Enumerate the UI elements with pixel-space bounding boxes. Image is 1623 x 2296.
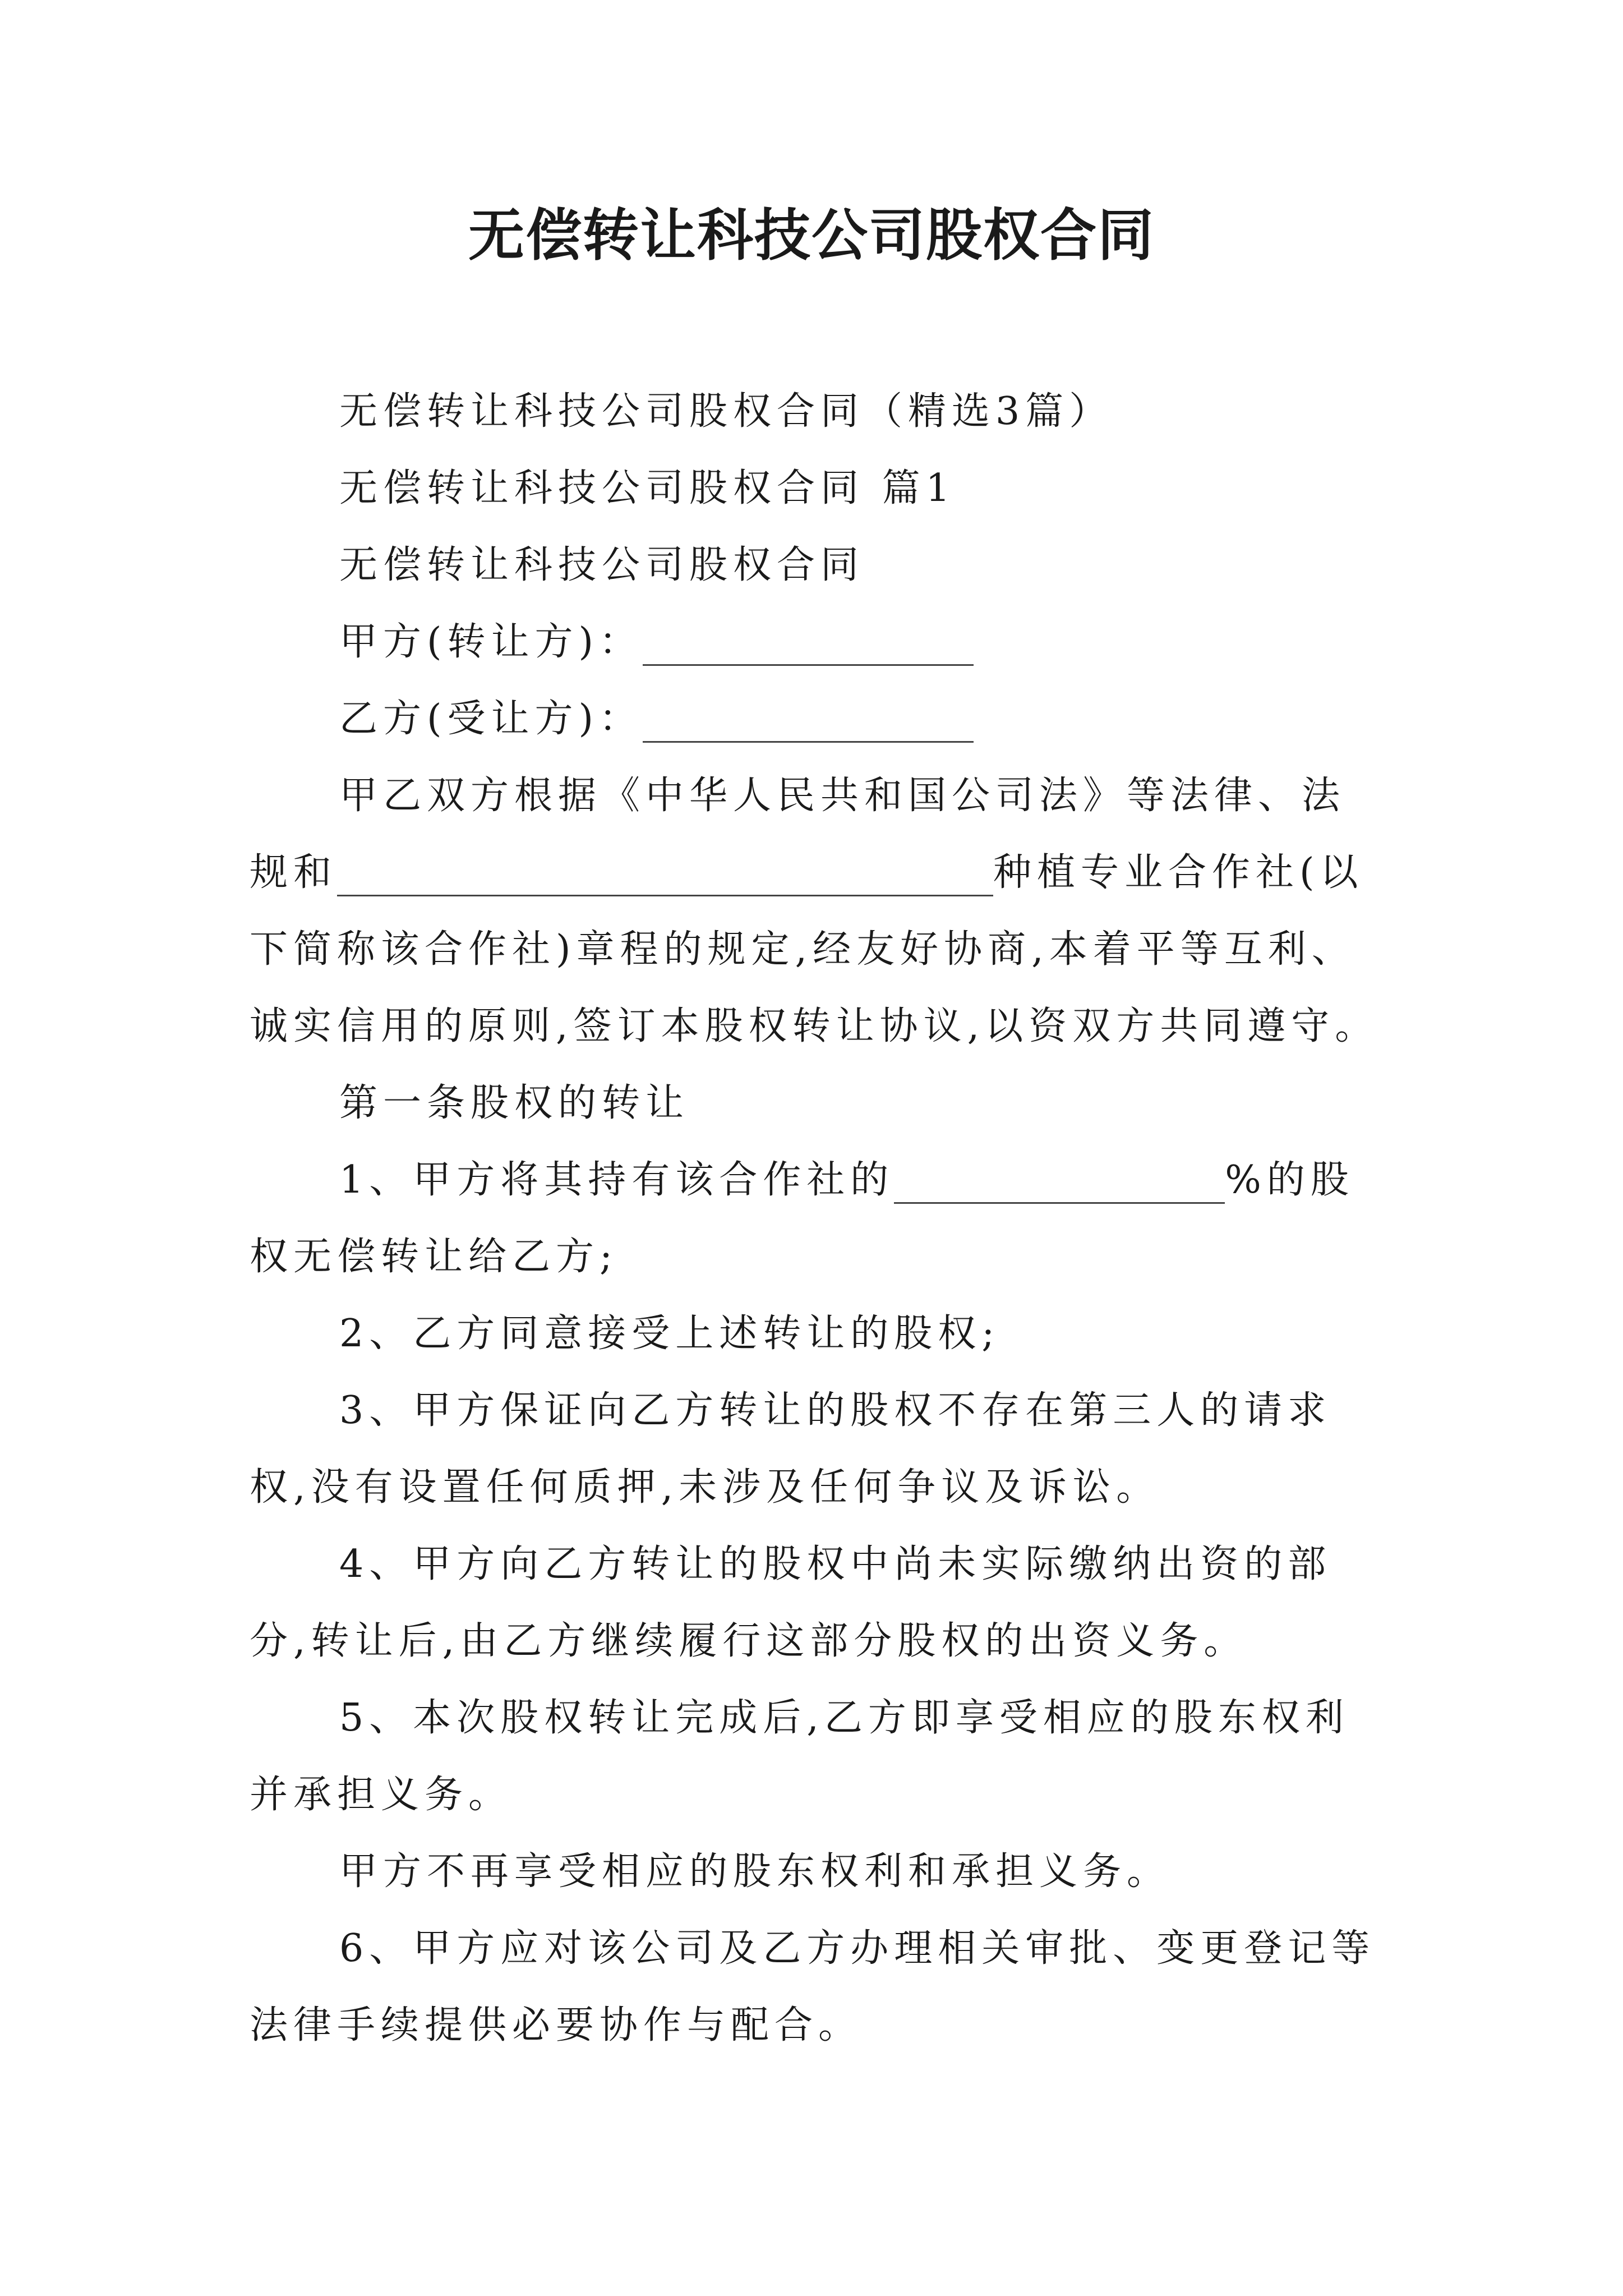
contract-heading: 无偿转让科技公司股权合同 <box>339 543 865 587</box>
party-b-line <box>250 680 1388 757</box>
party-a-blank <box>643 616 974 666</box>
clause-4: 4、甲方向乙方转让的股权中尚未实际缴纳出资的部分,转让后,由乙方继续履行这部分股权的出资义务。 <box>250 1542 1332 1663</box>
article1-heading: 第一条股权的转让 <box>339 1081 690 1125</box>
document-title: 无偿转让科技公司股权合同 <box>468 203 1155 268</box>
subtitle-line: 无偿转让科技公司股权合同（精选3篇） <box>339 389 1113 434</box>
party-a-line <box>250 604 1388 680</box>
intro-paragraph <box>250 757 1388 1065</box>
intro-before-blank: 甲乙双方根据《中华人民共和国公司法》等法律、法规和 <box>250 774 1346 895</box>
clause-1 <box>250 1142 1388 1295</box>
clause-5: 5、本次股权转让完成后,乙方即享受相应的股东权利并承担义务。 <box>250 1696 1349 1817</box>
party-b-label: 乙方(受让方)： <box>339 697 643 741</box>
share-percent-blank <box>894 1154 1225 1204</box>
part-line: 无偿转让科技公司股权合同 篇1 <box>339 466 956 510</box>
clause-1-after: %的股权无偿转让给乙方; <box>250 1158 1354 1279</box>
party-b-blank <box>643 693 974 743</box>
intro-after-blank: 种植专业合作社(以下简称该合作社)章程的规定,经友好协商,本着平等互利、诚实信用的原则,签订本股权转让协议,以资双方共同遵守。 <box>250 850 1379 1048</box>
clause-1-before: 1、甲方将其持有该合作社的 <box>339 1158 895 1202</box>
party-a-label: 甲方(转让方)： <box>339 620 643 664</box>
cooperative-name-blank <box>337 846 993 896</box>
clause-3: 3、甲方保证向乙方转让的股权不存在第三人的请求权,没有设置任何质押,未涉及任何争议及诉讼。 <box>250 1388 1332 1510</box>
clause-6: 6、甲方应对该公司及乙方办理相关审批、变更登记等法律手续提供必要协作与配合。 <box>250 1926 1376 2047</box>
clause-5-note: 甲方不再享受相应的股东权利和承担义务。 <box>339 1849 1171 1894</box>
clause-2: 2、乙方同意接受上述转让的股权; <box>339 1312 1000 1356</box>
document-body <box>250 373 1388 2064</box>
